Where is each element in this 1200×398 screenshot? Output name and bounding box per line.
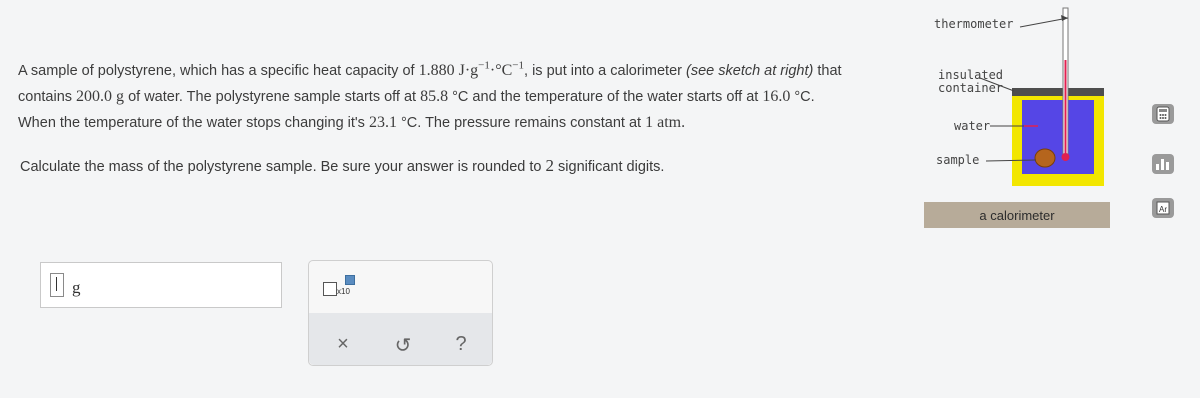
sample-shape [1035, 149, 1055, 167]
problem-line-1: A sample of polystyrene, which has a specific heat capacity of 1.880 $J\cdot g^{-1}\cdot^\circ C^{-1}$, is put into a calorimeter (see sketch at right) that [18, 59, 842, 79]
water-shape [1022, 100, 1094, 174]
problem-line-3: When the temperature of the water stops changing it's 23.1 °C. The pressure remains constant at 1 atm. [18, 114, 686, 131]
final-temp-value: 23.1 [368, 114, 397, 131]
answer-container [40, 262, 282, 308]
calorimeter-caption: a calorimeter [924, 202, 1110, 228]
bar-chart-icon[interactable] [1152, 154, 1174, 174]
sample-temp-value: 85.8 [420, 88, 449, 105]
help-icon[interactable]: ? [455, 333, 467, 355]
clear-icon[interactable]: × [337, 333, 349, 355]
periodic-table-icon[interactable] [1152, 198, 1174, 218]
pressure-value: 1 [645, 114, 654, 131]
x10-label: x10 [337, 287, 350, 296]
sig-figs-value: 2 [545, 156, 554, 175]
question-text: Calculate the mass of the polystyrene sample. Be sure your answer is rounded to 2 significant digits. [20, 156, 665, 175]
sample-label: sample [936, 153, 980, 167]
water-temp-value: 16.0 [762, 88, 791, 105]
problem-text-segment: A sample of polystyrene, which has a specific heat capacity of [18, 63, 419, 79]
undo-icon[interactable]: ↺ [394, 335, 412, 357]
problem-line-2: contains 200.0 g of water. The polystyrene sample starts off at 85.8 °C and the temperature of the water starts off at 16.0 °C. [18, 88, 815, 105]
heat-capacity-value: 1.880 [418, 62, 455, 79]
svg-text:Ar: Ar [1159, 205, 1167, 214]
base-box-icon [323, 282, 337, 296]
calculator-icon[interactable] [1152, 104, 1174, 124]
answer-unit: g [72, 278, 81, 297]
container-label: container [938, 81, 1004, 95]
lid-shape [1012, 88, 1104, 96]
water-label: water [954, 119, 991, 133]
thermometer-pointer [1020, 18, 1068, 27]
scientific-notation-button[interactable] [323, 275, 357, 301]
tools-action-bar [309, 313, 492, 365]
thermometer-label: thermometer [934, 17, 1014, 31]
heat-capacity-unit: $J\cdot g^{-1}\cdot^\circ C^{-1}$ [458, 59, 525, 79]
answer-input[interactable] [50, 273, 64, 297]
insulated-label: insulated [938, 68, 1004, 82]
problem-statement [18, 58, 928, 136]
text-cursor [56, 277, 57, 291]
exponent-box-icon [345, 275, 355, 285]
water-mass-value: 200.0 [76, 88, 113, 105]
math-tools-panel [308, 260, 493, 366]
